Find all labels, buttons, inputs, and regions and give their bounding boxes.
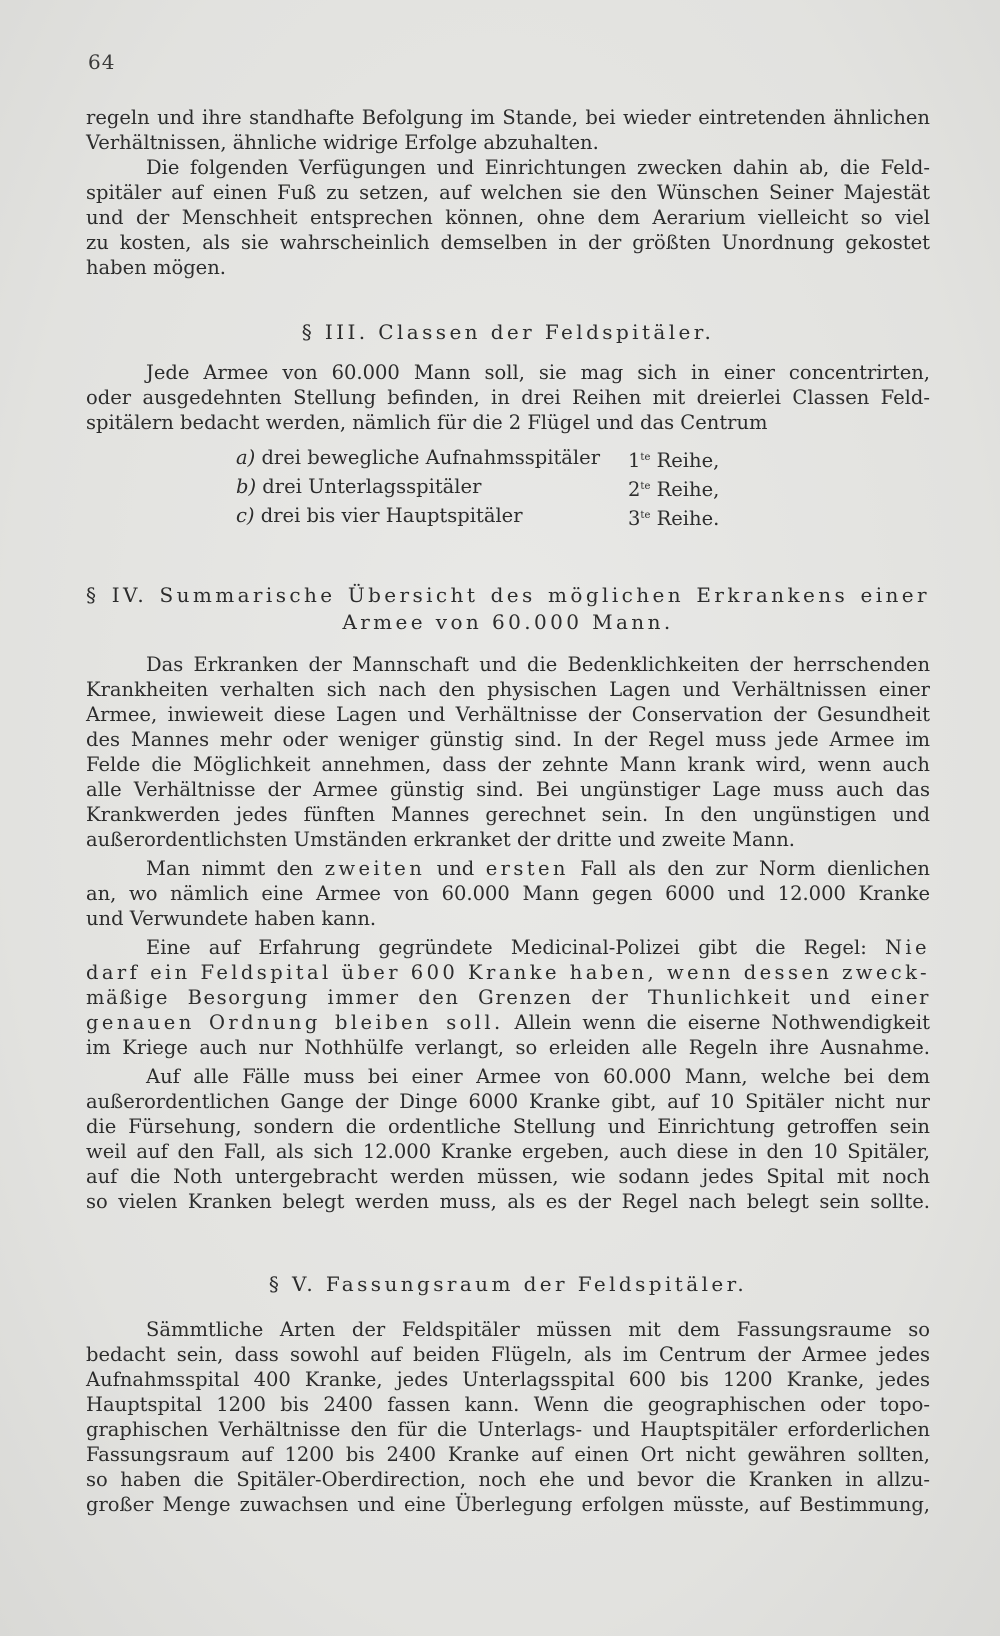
text-line: zu kosten, als sie wahrscheinlich demselben in der größten Unordnung gekostet [86,231,930,254]
text-line: Verhältnissen, ähnliche widrige Erfolge abzuhalten. [86,131,599,154]
text-line: außerordentlichen Gange der Dinge 6000 Kranke gibt, auf 10 Spitäler nicht nur [86,1090,930,1113]
section-heading: § III. Classen der Feldspitäler. [301,320,715,344]
text-line: Fassungsraum auf 1200 bis 2400 Kranke auf einen Ort nicht gewähren sollten, [86,1443,930,1466]
text-line: Aufnahmsspital 400 Kranke, jedes Unterlagsspital 600 bis 1200 Kranke, jedes [86,1368,930,1391]
list-item-rank: $2^{te}$ Reihe, [628,478,720,501]
list-item-label: a) drei bewegliche Aufnahmsspitäler [236,446,601,469]
text-line: oder ausgedehnten Stellung befinden, in drei Reihen mit dreierlei Classen Feld- [86,386,930,409]
text-line: spitäler auf einen Fuß zu setzen, auf welchen sie den Wünschen Seiner Majestät [86,181,930,204]
text-line: Auf alle Fälle muss bei einer Armee von 60.000 Mann, welche bei dem [146,1065,930,1088]
text-line: Sämmtliche Arten der Feldspitäler müssen mit dem Fassungsraume so [146,1318,930,1341]
text-line: außerordentlichsten Umständen erkranket der dritte und zweite Mann. [86,828,795,851]
text-line: regeln und ihre standhafte Befolgung im Stande, bei wieder eintretenden ähnlichen [86,106,930,129]
list-item-label: b) drei Unterlagsspitäler [236,475,482,498]
text-line: Das Erkranken der Mannschaft und die Bedenklichkeiten der herrschenden [146,653,930,676]
text-line: Man nimmt den zweiten und ersten Fall als den zur Norm dienlichen [146,857,930,880]
text-line: Felde die Möglichkeit annehmen, dass der zehnte Mann krank wird, wenn auch [86,753,930,776]
text-line: genauen Ordnung bleiben soll. Allein wenn die eiserne Nothwendigkeit [86,1011,930,1034]
list-item-rank: $1^{te}$ Reihe, [628,449,720,472]
list-item-rank: $3^{te}$ Reihe. [628,507,720,530]
text-line: und Verwundete haben kann. [86,907,377,930]
text-line: Eine auf Erfahrung gegründete Medicinal-Polizei gibt die Regel: Nie [146,936,930,959]
text-line: und der Menschheit entsprechen können, ohne dem Aerarium vielleicht so viel [86,206,930,229]
text-line: bedacht sein, dass sowohl auf beiden Flügeln, als im Centrum der Armee jedes [86,1343,930,1366]
text-line: mäßige Besorgung immer den Grenzen der Thunlichkeit und einer [86,986,930,1009]
text-line: spitälern bedacht werden, nämlich für die 2 Flügel und das Centrum [86,411,768,434]
section-heading: § V. Fassungsraum der Feldspitäler. [268,1272,748,1296]
text-line: auf die Noth untergebracht werden müssen, wie sodann jedes Spital mit noch [86,1165,930,1188]
list-item-label: c) drei bis vier Hauptspitäler [236,504,523,527]
text-line: Jede Armee von 60.000 Mann soll, sie mag sich in einer concentrirten, [146,361,930,384]
text-line: Hauptspital 1200 bis 2400 fassen kann. Wenn die geographischen oder topo- [86,1393,930,1416]
text-line: alle Verhältnisse der Armee günstig sind. Bei ungünstiger Lage muss auch das [86,778,930,801]
text-line: im Kriege auch nur Nothhülfe verlangt, so erleiden alle Regeln ihre Ausnahme. [86,1036,930,1059]
text-line: Krankwerden jedes fünften Mannes gerechnet sein. In den ungünstigen und [86,803,930,826]
text-line: des Mannes mehr oder weniger günstig sind. In der Regel muss jede Armee im [86,728,930,751]
text-line: Armee, inwieweit diese Lagen und Verhältnisse der Conservation der Gesundheit [86,703,930,726]
text-line: darf ein Feldspital über 600 Kranke haben, wenn dessen zweck- [86,961,930,984]
text-line: haben mögen. [86,256,226,279]
page-number: 64 [88,50,116,74]
text-line: Die folgenden Verfügungen und Einrichtungen zwecken dahin ab, die Feld- [146,156,930,179]
text-line: weil auf den Fall, als sich 12.000 Kranke ergeben, auch diese in den 10 Spitäler, [86,1140,930,1163]
text-line: die Fürsehung, sondern die ordentliche Stellung und Einrichtung getroffen sein [86,1115,930,1138]
section-heading: Armee von 60.000 Mann. [342,610,674,634]
section-heading: § IV. Summarische Übersicht des möglichen Erkrankens einer [86,583,930,607]
text-line: Krankheiten verhalten sich nach den physischen Lagen und Verhältnissen einer [86,678,930,701]
text-line: so vielen Kranken belegt werden muss, als es der Regel nach belegt sein sollte. [86,1190,930,1213]
text-line: an, wo nämlich eine Armee von 60.000 Mann gegen 6000 und 12.000 Kranke [86,882,930,905]
text-line: großer Menge zuwachsen und eine Überlegung erfolgen müsste, auf Bestimmung, [86,1493,930,1516]
text-line: graphischen Verhältnisse den für die Unterlags- und Hauptspitäler erforderlichen [86,1418,930,1441]
text-line: so haben die Spitäler-Oberdirection, noch ehe und bevor die Kranken in allzu- [86,1468,930,1491]
